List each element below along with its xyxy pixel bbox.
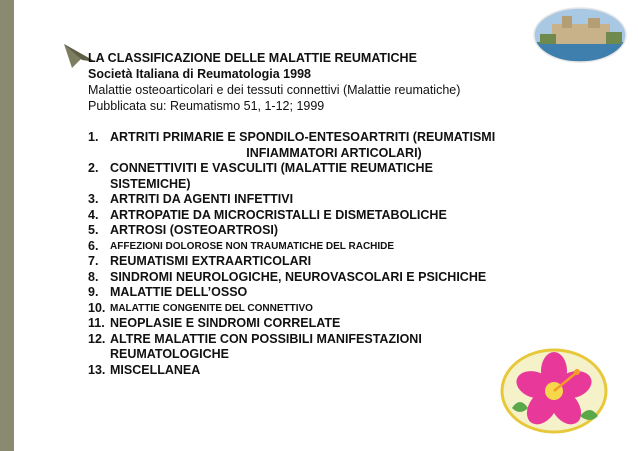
hibiscus-flower-icon <box>498 346 610 436</box>
society-line: Società Italiana di Reumatologia 1998 <box>88 67 311 81</box>
slide-title: LA CLASSIFICAZIONE DELLE MALATTIE REUMATICHE <box>88 51 417 65</box>
item-number: 9. <box>88 285 99 299</box>
item-number: 2. <box>88 161 99 175</box>
item-text: REUMATISMI EXTRAARTICOLARI <box>110 254 312 268</box>
list-item <box>88 332 558 363</box>
item-text: ARTRITI PRIMARIE E SPONDILO-ENTESOARTRITI (REUMATISMI <box>110 130 496 144</box>
item-number: 11. <box>88 316 105 330</box>
item-number: 7. <box>88 254 99 268</box>
item-text-continued: SISTEMICHE) <box>110 176 191 191</box>
item-text: ALTRE MALATTIE CON POSSIBILI MANIFESTAZIONI <box>110 331 422 346</box>
list-item <box>88 192 558 208</box>
item-number: 13. <box>88 362 106 377</box>
item-text: MALATTIE CONGENITE DEL CONNETTIVO <box>110 302 313 314</box>
list-item <box>88 301 558 317</box>
list-item <box>88 270 558 286</box>
item-number: 8. <box>88 269 99 284</box>
seaside-castle-photo <box>532 6 628 64</box>
item-text-continued: REUMATOLOGICHE <box>110 347 229 361</box>
list-item <box>88 208 558 224</box>
list-item <box>88 316 558 332</box>
item-text: SINDROMI NEUROLOGICHE, NEUROVASCOLARI E PSICHICHE <box>110 269 487 284</box>
list-item <box>88 254 558 270</box>
list-item <box>88 223 558 239</box>
item-number: 1. <box>88 130 99 144</box>
item-number: 3. <box>88 192 99 206</box>
item-text: ARTRITI DA AGENTI INFETTIVI <box>110 192 294 206</box>
list-item <box>88 130 558 161</box>
list-item <box>88 239 558 255</box>
item-text: CONNETTIVITI E VASCULITI (MALATTIE REUMATICHE <box>110 161 433 175</box>
item-text: MISCELLANEA <box>110 362 201 377</box>
item-text-continued: INFIAMMATORI ARTICOLARI) <box>246 145 422 160</box>
item-number: 10. <box>88 300 106 315</box>
list-item <box>88 285 558 301</box>
item-number: 5. <box>88 223 99 237</box>
subtitle-line: Malattie osteoarticolari e dei tessuti connettivi (Malattie reumatiche) <box>88 83 461 97</box>
item-text: ARTROPATIE DA MICROCRISTALLI E DISMETABOLICHE <box>110 207 447 222</box>
publication-line: Pubblicata su: Reumatismo 51, 1-12; 1999 <box>88 99 325 113</box>
item-text: ARTROSI (OSTEOARTROSI) <box>110 223 279 237</box>
slide-header <box>88 50 460 114</box>
item-text: MALATTIE DELL’OSSO <box>110 285 248 299</box>
item-number: 12. <box>88 331 106 346</box>
list-item <box>88 161 558 192</box>
classification-list <box>88 130 558 378</box>
item-text: AFFEZIONI DOLOROSE NON TRAUMATICHE DEL RACHIDE <box>110 240 395 252</box>
left-sidebar-bar <box>0 0 14 451</box>
list-item <box>88 363 558 379</box>
item-number: 4. <box>88 207 99 222</box>
item-text: NEOPLASIE E SINDROMI CORRELATE <box>110 316 341 330</box>
item-number: 6. <box>88 238 99 253</box>
